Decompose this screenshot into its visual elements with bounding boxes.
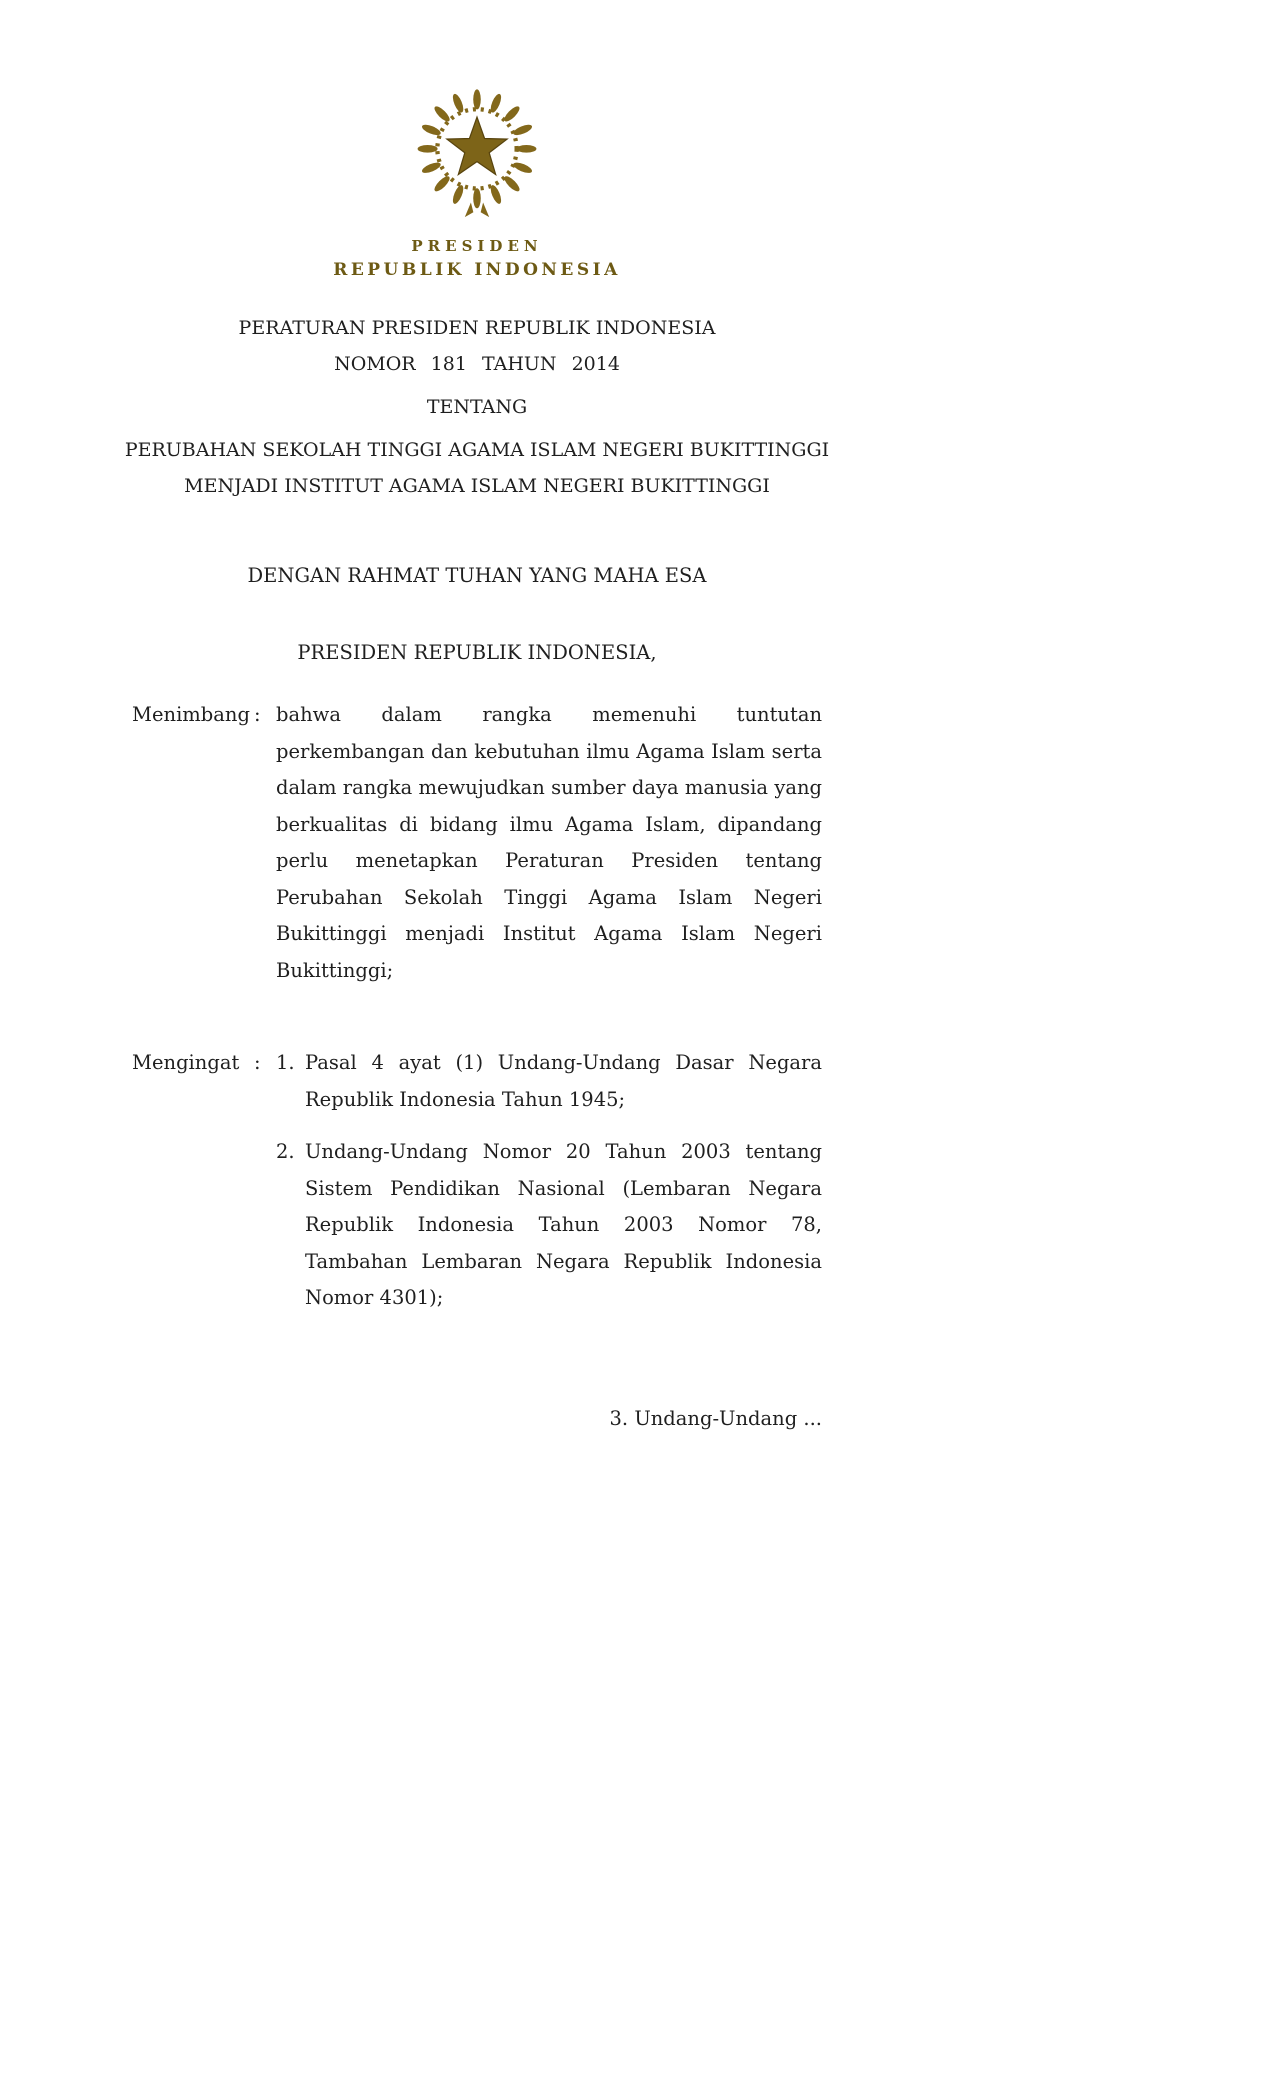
- legal-basis-item-2: [276, 1134, 822, 1317]
- mengingat-colon: :: [254, 1051, 261, 1074]
- menimbang-label: Menimbang: [132, 703, 250, 726]
- authority-line: PRESIDEN REPUBLIK INDONESIA,: [297, 641, 657, 664]
- mengingat-label: Mengingat: [132, 1051, 240, 1074]
- emblem-caption-presiden: PRESIDEN: [411, 237, 543, 255]
- menimbang-text: bahwa dalam rangka memenuhi tuntutan perkembangan dan kebutuhan ilmu Agama Islam serta dalam rangka mewujudkan sumber daya manusia yang berkualitas di bidang ilmu Agama Islam, dipandang perlu menetapkan Peraturan Presiden tentang Perubahan Sekolah Tinggi Agama Islam Negeri Bukittinggi menjadi Institut Agama Islam Negeri Bukittinggi;: [276, 703, 822, 982]
- document-content: [124, 0, 830, 1437]
- item-text: Undang-Undang Nomor 20 Tahun 2003 tentang Sistem Pendidikan Nasional (Lembaran Negara Republik Indonesia Tahun 2003 Nomor 78, Tambahan Lembaran Negara Republik Indonesia Nomor 4301);: [305, 1140, 822, 1309]
- page-catchword: 3. Undang-Undang ...: [609, 1406, 822, 1430]
- item-number: 1.: [276, 1051, 295, 1074]
- star-wreath-emblem-icon: [416, 84, 538, 221]
- title-line-menjadi: MENJADI INSTITUT AGAMA ISLAM NEGERI BUKITTINGGI: [184, 475, 770, 497]
- title-line-nomor: NOMOR 181 TAHUN 2014: [334, 353, 620, 375]
- menimbang-colon: :: [254, 703, 261, 726]
- regulation-title: [87, 310, 867, 504]
- invocation-line: DENGAN RAHMAT TUHAN YANG MAHA ESA: [247, 564, 707, 587]
- title-line-tentang: TENTANG: [426, 396, 528, 418]
- mengingat-list: [276, 1045, 822, 1317]
- legal-basis-item-1: [276, 1045, 822, 1118]
- item-number: 2.: [276, 1140, 295, 1163]
- emblem-caption-republik-indonesia: REPUBLIK INDONESIA: [333, 260, 621, 280]
- star-icon: [447, 117, 507, 174]
- title-line-peraturan: PERATURAN PRESIDEN REPUBLIK INDONESIA: [238, 317, 716, 339]
- menimbang-clause: [132, 697, 822, 989]
- mengingat-clause: [132, 1045, 822, 1317]
- title-line-perubahan: PERUBAHAN SEKOLAH TINGGI AGAMA ISLAM NEGERI BUKITTINGGI: [124, 439, 830, 461]
- presidential-emblem: [132, 0, 822, 225]
- item-text: Pasal 4 ayat (1) Undang-Undang Dasar Negara Republik Indonesia Tahun 1945;: [305, 1051, 822, 1111]
